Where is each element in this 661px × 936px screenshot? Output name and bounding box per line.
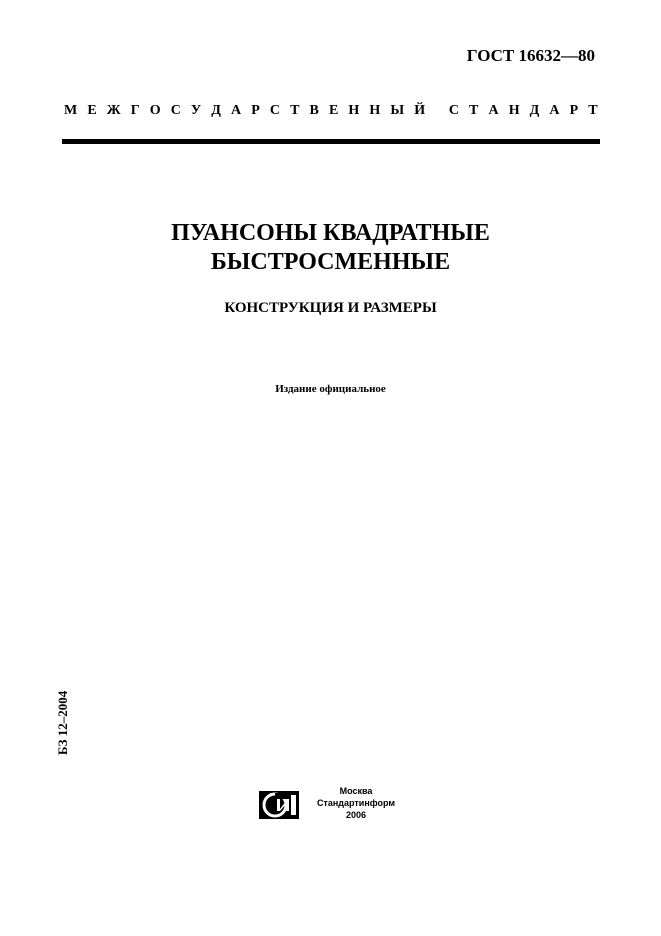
document-subtitle: КОНСТРУКЦИЯ И РАЗМЕРЫ [224,300,437,316]
title-line-2: БЫСТРОСМЕННЫЕ [210,249,451,275]
document-title [0,219,661,277]
standard-type-letter: Т [588,103,598,118]
standard-type-letter: Т [469,103,479,118]
standard-type-letter: Ы [390,103,405,118]
gost-number: ГОСТ 16632—80 [466,46,595,65]
standard-type-letter: Р [569,103,579,118]
standard-type-letter: Д [529,103,540,118]
standard-type-letter: У [190,103,202,118]
standard-type-letter: А [231,103,242,118]
standard-type-letter: Т [290,103,300,118]
header-rule [62,139,600,144]
publisher-info [306,785,406,821]
standard-type-letter: Д [211,103,221,118]
standard-type-letter: О [149,103,161,118]
standard-type-letter [435,103,439,119]
standard-type-letter: С [269,103,281,118]
standard-type-letter: Е [87,103,97,118]
side-code: БЗ 12–2004 [55,690,70,755]
standard-type-letter: С [448,103,459,118]
standard-type-letter: Е [328,103,339,118]
edition-note: Издание официальное [275,383,386,395]
publisher-name: Стандартинформ [316,798,396,808]
standard-type-letter: А [488,103,499,118]
publisher-city: Москва [339,786,373,796]
standard-type-letter: Ж [106,103,121,118]
standard-type-letter: Г [130,103,140,118]
standard-type-letter: Н [508,103,520,118]
standard-type-letter: М [64,103,78,118]
standard-type-letter: Н [369,103,381,118]
standard-type-letter: Р [251,103,260,118]
standard-type-letter: В [309,103,319,118]
standard-type-heading [64,103,598,119]
standard-type-letter: А [549,103,560,118]
standartinform-logo-icon [258,790,300,820]
standard-type-letter: С [170,103,181,118]
publisher-year: 2006 [345,810,367,820]
title-line-1: ПУАНСОНЫ КВАДРАТНЫЕ [171,220,490,246]
standard-type-letter: Н [348,103,360,118]
standard-type-letter: Й [414,103,426,118]
